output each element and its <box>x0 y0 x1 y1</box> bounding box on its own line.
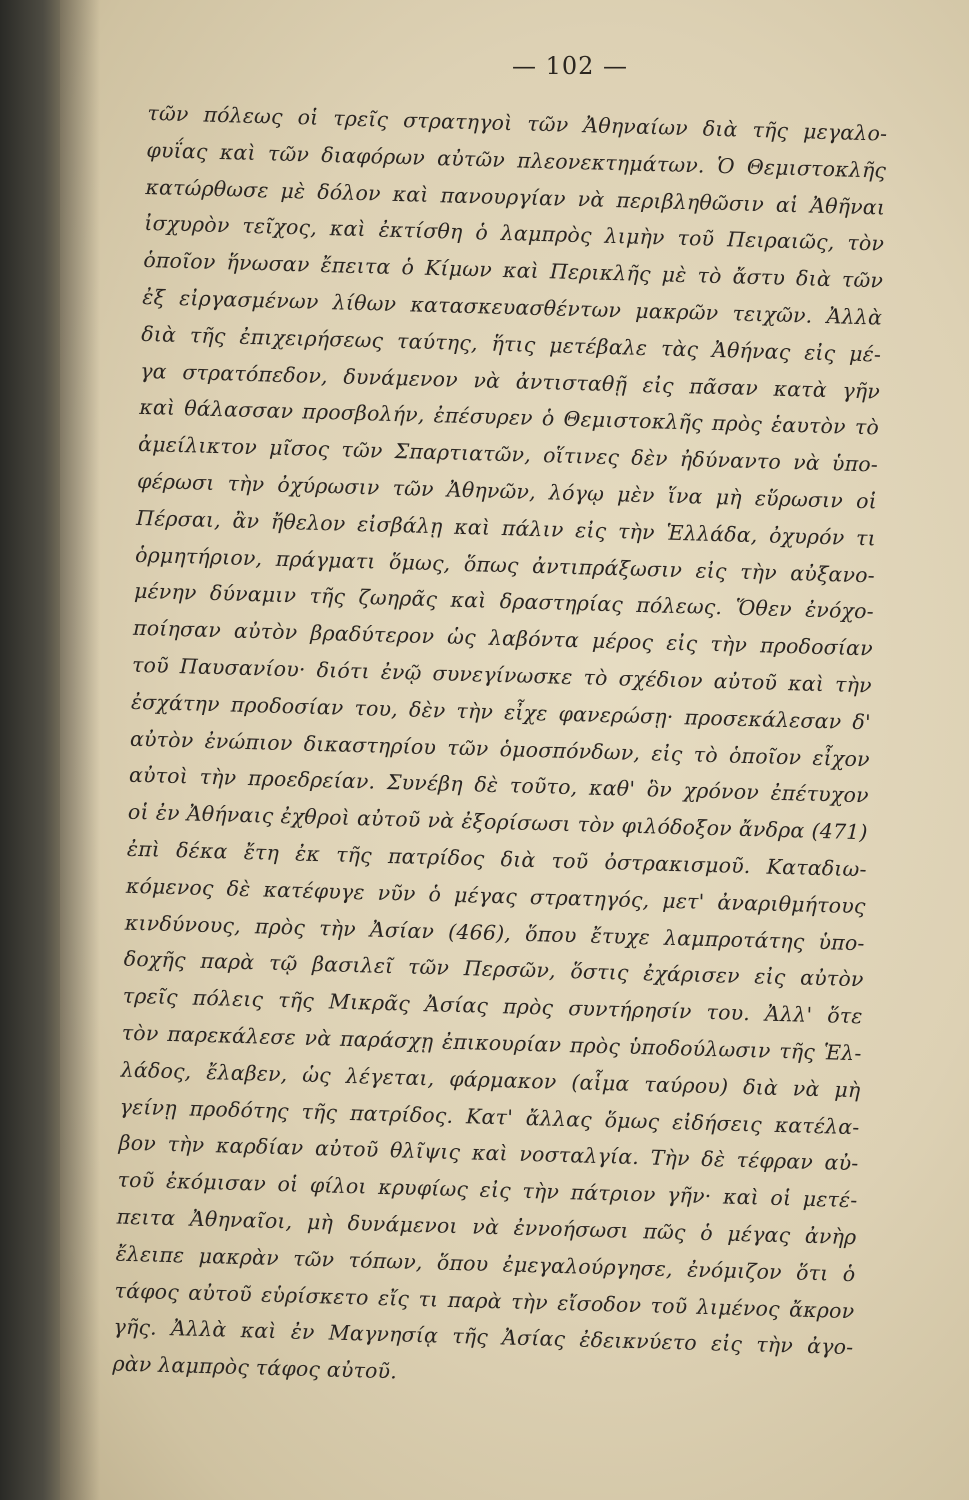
text-line: τῶν πόλεως οἱ τρεῖς στρατηγοὶ τῶν Ἀθηναίων διὰ τῆς μεγαλο- <box>147 100 888 146</box>
text-line: αὐτὸν ἐνώπιον δικαστηρίου τῶν ὁμοσπόνδων, εἰς τὸ ὁποῖον εἶχον <box>129 726 871 771</box>
text-line: ἔλειπε μακρὰν τῶν τόπων, ὅπου ἐμεγαλούργησε, ἐνόμιζον ὅτι ὁ <box>115 1241 856 1286</box>
text-line: μένην δύναμιν τῆς ζωηρᾶς καὶ δραστηρίας πόλεως. Ὅθεν ἐνόχο- <box>133 579 875 624</box>
text-line: δοχῆς παρὰ τῷ βασιλεῖ τῶν Περσῶν, ὅστις ἐχάρισεν εἰς αὐτὸν <box>123 946 864 992</box>
text-line: Πέρσαι, ἂν ἤθελον εἰσβάλῃ καὶ πάλιν εἰς τὴν Ἑλλάδα, ὀχυρόν τι <box>135 505 877 551</box>
text-line: κινδύνους, πρὸς τὴν Ἀσίαν (466), ὅπου ἔτυχε λαμπροτάτης ὑπο- <box>124 910 865 955</box>
text-line: τοῦ Παυσανίου· διότι ἐνῷ συνεγίνωσκε τὸ σχέδιον αὐτοῦ καὶ τὴν <box>131 652 873 698</box>
text-line: ἀμείλικτον μῖσος τῶν Σπαρτιατῶν, οἵτινες δὲν ἠδύναντο νὰ ὑπο- <box>137 432 879 477</box>
text-line: γείνῃ προδότης τῆς πατρίδος. Κατ' ἄλλας ὅμως εἰδήσεις κατέλα- <box>119 1094 860 1139</box>
text-line: ἐξ εἰργασμένων λίθων κατασκευασθέντων μακρῶν τειχῶν. Ἀλλὰ <box>142 284 883 330</box>
text-line: ποίησαν αὐτὸν βραδύτερον ὡς λαβόντα μέρος εἰς τὴν προδοσίαν <box>132 615 874 661</box>
text-line: γῆς. Ἀλλὰ καὶ ἐν Μαγνησίᾳ τῆς Ἀσίας ἐδεικνύετο εἰς τὴν ἀγο- <box>113 1314 854 1360</box>
text-line: φυΐας καὶ τῶν διαφόρων αὐτῶν πλεονεκτημάτων. Ὁ Θεμιστοκλῆς <box>146 137 887 183</box>
text-line: λάδος, ἔλαβεν, ὡς λέγεται, φάρμακον (αἷμα ταύρου) διὰ νὰ μὴ <box>120 1057 861 1102</box>
text-line: ρὰν λαμπρὸς τάφος αὐτοῦ. <box>112 1351 398 1384</box>
text-line: τάφος αὐτοῦ εὑρίσκετο εἴς τι παρὰ τὴν εἴσοδον τοῦ λιμένος ἄκρον <box>114 1278 855 1323</box>
text-line: ὁποῖον ἥνωσαν ἔπειτα ὁ Κίμων καὶ Περικλῆς μὲ τὸ ἄστυ διὰ τῶν <box>143 248 884 293</box>
text-line: ἐσχάτην προδοσίαν του, δὲν τὴν εἶχε φανερώσῃ· προσεκάλεσαν δ' <box>130 689 872 735</box>
text-line: αὐτοὶ τὴν προεδρείαν. Συνέβη δὲ τοῦτο, καθ' ὃν χρόνον ἐπέτυχον <box>128 763 870 808</box>
body-text <box>112 95 888 1403</box>
text-line: τοῦ ἐκόμισαν οἱ φίλοι κρυφίως εἰς τὴν πάτριον γῆν· καὶ οἱ μετέ- <box>117 1167 858 1213</box>
text-line: γα στρατόπεδον, δυνάμενον νὰ ἀντισταθῇ εἰς πᾶσαν κατὰ γῆν <box>139 358 881 404</box>
text-line: κόμενος δὲ κατέφυγε νῦν ὁ μέγας στρατηγός, μετ' ἀναριθμήτους <box>125 873 866 919</box>
text-line: τρεῖς πόλεις τῆς Μικρᾶς Ἀσίας πρὸς συντήρησίν του. Ἀλλ' ὅτε <box>122 983 863 1029</box>
text-line: οἱ ἐν Ἀθήναις ἐχθροὶ αὐτοῦ νὰ ἐξορίσωσι τὸν φιλόδοξον ἄνδρα (471) <box>127 799 869 845</box>
text-line: διὰ τῆς ἐπιχειρήσεως ταύτης, ἥτις μετέβαλε τὰς Ἀθήνας εἰς μέ- <box>140 321 882 367</box>
text-line: ὁρμητήριον, πράγματι ὅμως, ὅπως ἀντιπράξωσιν εἰς τὴν αὐξανο- <box>134 542 876 588</box>
text-line: καὶ θάλασσαν προσβολήν, ἐπέσυρεν ὁ Θεμιστοκλῆς πρὸς ἑαυτὸν τὸ <box>138 395 880 440</box>
page-gutter-shadow <box>60 0 100 1500</box>
text-line: ἰσχυρὸν τεῖχος, καὶ ἐκτίσθη ὁ λαμπρὸς λιμὴν τοῦ Πειραιῶς, τὸν <box>144 211 885 256</box>
text-line: τὸν παρεκάλεσε νὰ παράσχῃ ἐπικουρίαν πρὸς ὑποδούλωσιν τῆς Ἑλ- <box>121 1020 862 1066</box>
page-number: — 102 — <box>511 52 629 80</box>
text-line: ἐπὶ δέκα ἔτη ἐκ τῆς πατρίδος διὰ τοῦ ὀστρακισμοῦ. Καταδιω- <box>126 836 867 882</box>
text-line: φέρωσι τὴν ὀχύρωσιν τῶν Ἀθηνῶν, λόγῳ μὲν ἵνα μὴ εὕρωσιν οἱ <box>136 468 878 514</box>
text-line: βον τὴν καρδίαν αὐτοῦ θλῖψις καὶ νοσταλγία. Τὴν δὲ τέφραν αὐ- <box>118 1130 859 1176</box>
text-line: κατώρθωσε μὲ δόλον καὶ πανουργίαν νὰ περιβληθῶσιν αἱ Ἀθῆναι <box>145 174 886 220</box>
text-line: πειτα Ἀθηναῖοι, μὴ δυνάμενοι νὰ ἐννοήσωσι πῶς ὁ μέγας ἀνὴρ <box>116 1204 857 1250</box>
